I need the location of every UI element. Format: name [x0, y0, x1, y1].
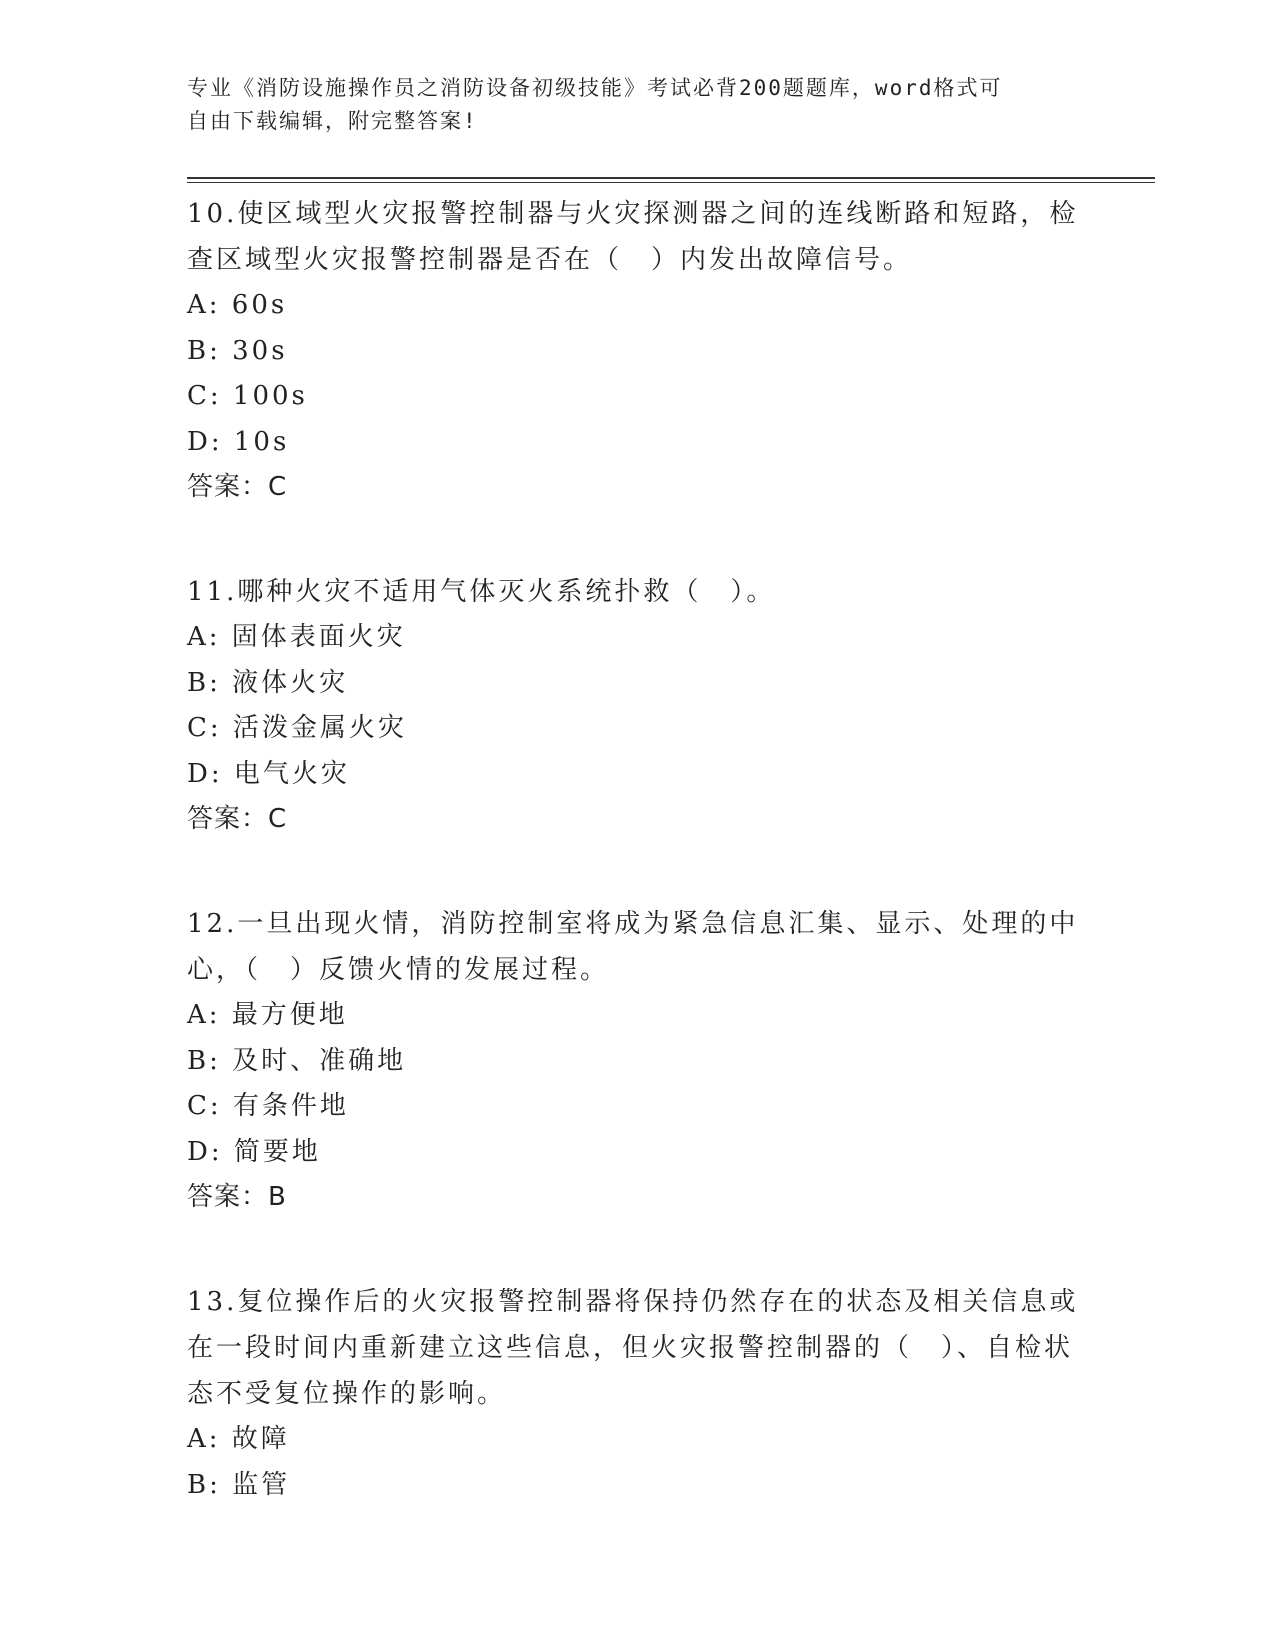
question-list	[187, 191, 1087, 1508]
document-header	[187, 72, 1087, 138]
option-a: A: 最方便地	[187, 1000, 348, 1030]
answer-label: 答案：B	[187, 1182, 287, 1212]
option-b: B: 监管	[187, 1469, 291, 1500]
question-spacer	[187, 841, 1087, 901]
header-divider-thin	[187, 182, 1155, 183]
option-a: A: 固体表面火灾	[187, 622, 406, 652]
question-10	[187, 191, 1087, 509]
option-c: C: 100s	[187, 381, 308, 411]
question-text: 13.复位操作后的火灾报警控制器将保持仍然存在的状态及相关信息或在一段时间内重新建立这些信息，但火灾报警控制器的（ ）、自检状态不受复位操作的影响。	[187, 1287, 1079, 1409]
option-b: B: 30s	[187, 335, 288, 366]
answer-label: 答案：C	[187, 804, 288, 834]
option-c: C: 活泼金属火灾	[187, 713, 407, 743]
question-text: 10.使区域型火灾报警控制器与火灾探测器之间的连线断路和短路，检查区域型火灾报警控制器是否在（ ）内发出故障信号。	[187, 199, 1079, 275]
question-text: 12.一旦出现火情，消防控制室将成为紧急信息汇集、显示、处理的中心，（ ）反馈火情的发展过程。	[187, 909, 1079, 985]
option-a: A: 60s	[187, 290, 288, 320]
option-c: C: 有条件地	[187, 1091, 349, 1121]
option-b: B: 液体火灾	[187, 667, 349, 698]
option-a: A: 故障	[187, 1424, 290, 1454]
header-line-1: 专业《消防设施操作员之消防设备初级技能》考试必背200题题库，word格式可	[187, 76, 1003, 100]
option-d: D: 电气火灾	[187, 758, 350, 789]
question-text: 11.哪种火灾不适用气体灭火系统扑救（ ）。	[187, 577, 776, 607]
question-spacer	[187, 1219, 1087, 1279]
option-d: D: 10s	[187, 426, 290, 457]
header-divider-thick	[187, 177, 1155, 179]
header-line-2: 自由下载编辑，附完整答案!	[187, 109, 478, 133]
question-12	[187, 901, 1087, 1219]
question-11	[187, 569, 1087, 841]
option-d: D: 简要地	[187, 1136, 321, 1167]
question-spacer	[187, 509, 1087, 569]
option-b: B: 及时、准确地	[187, 1045, 407, 1076]
question-13	[187, 1279, 1087, 1508]
answer-label: 答案：C	[187, 472, 288, 502]
